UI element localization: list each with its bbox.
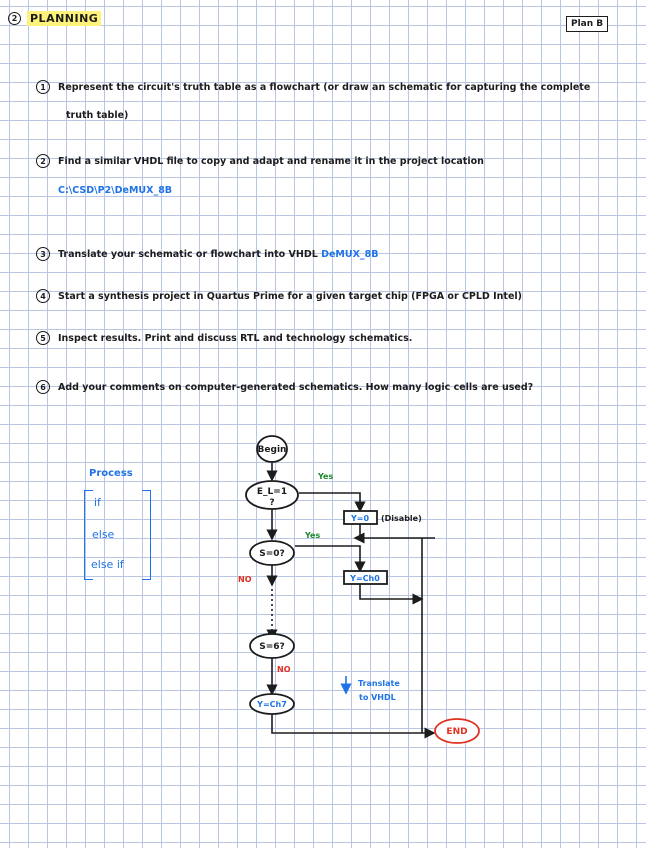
end-label: END (446, 727, 468, 737)
step-3-text: Translate your schematic or flowchart into VHDL (58, 248, 318, 260)
step-6-text: Add your comments on computer-generated schematics. How many logic cells are used? (58, 381, 534, 393)
disable-box-label: Y=0 (350, 514, 370, 523)
begin-label: Begin (257, 445, 287, 455)
translate-line1: Translate (358, 679, 400, 688)
step-5-number: 5 (36, 331, 50, 345)
ch0-out-arrow (360, 584, 422, 599)
keyword-else: else (92, 528, 115, 541)
yes2-arrow (295, 546, 360, 571)
step-4-number: 4 (36, 289, 50, 303)
keyword-else-if: else if (91, 558, 124, 571)
step-2-text: Find a similar VHDL file to copy and adapt and rename it in the project location (58, 155, 484, 167)
flow-connectors (272, 462, 435, 733)
step-3-filename: DeMUX_8B (321, 248, 379, 260)
translate-line2: to VHDL (359, 693, 396, 702)
decision2-label: S=0? (259, 549, 285, 559)
keyword-if: if (94, 496, 101, 509)
no2-label: NO (238, 575, 252, 584)
process-title: Process (89, 468, 133, 479)
step-6-number: 6 (36, 380, 50, 394)
step-2-number: 2 (36, 154, 50, 168)
yes1-label: Yes (318, 472, 334, 481)
section-number: 2 (8, 12, 21, 25)
step-1-continuation: truth table) (66, 110, 129, 121)
step-5-text: Inspect results. Print and discuss RTL and technology schematics. (58, 332, 413, 344)
ch0-box-label: Y=Ch0 (350, 574, 380, 583)
step-1-number: 1 (36, 80, 50, 94)
ch7-label: Y=Ch7 (257, 700, 287, 709)
decision3-label: S=6? (259, 642, 285, 652)
disable-note: (Disable) (381, 514, 422, 523)
yes1-arrow (299, 493, 360, 511)
ch7-to-end-arrow (272, 714, 434, 733)
section-title: PLANNING (27, 11, 101, 26)
step-3-number: 3 (36, 247, 50, 261)
decision1-label: E_L=1 (256, 487, 288, 497)
step-1-text: Represent the circuit's truth table as a flowchart (or draw an schematic for capturing the complete (58, 81, 591, 93)
decision1-question: ? (269, 498, 275, 508)
no3-label: NO (277, 665, 291, 674)
plan-label: Plan B (566, 16, 608, 32)
step-2-path: C:\CSD\P2\DeMUX_8B (58, 185, 173, 196)
yes2-label: Yes (305, 531, 321, 540)
step-4-text: Start a synthesis project in Quartus Prime for a given target chip (FPGA or CPLD Intel) (58, 290, 523, 302)
